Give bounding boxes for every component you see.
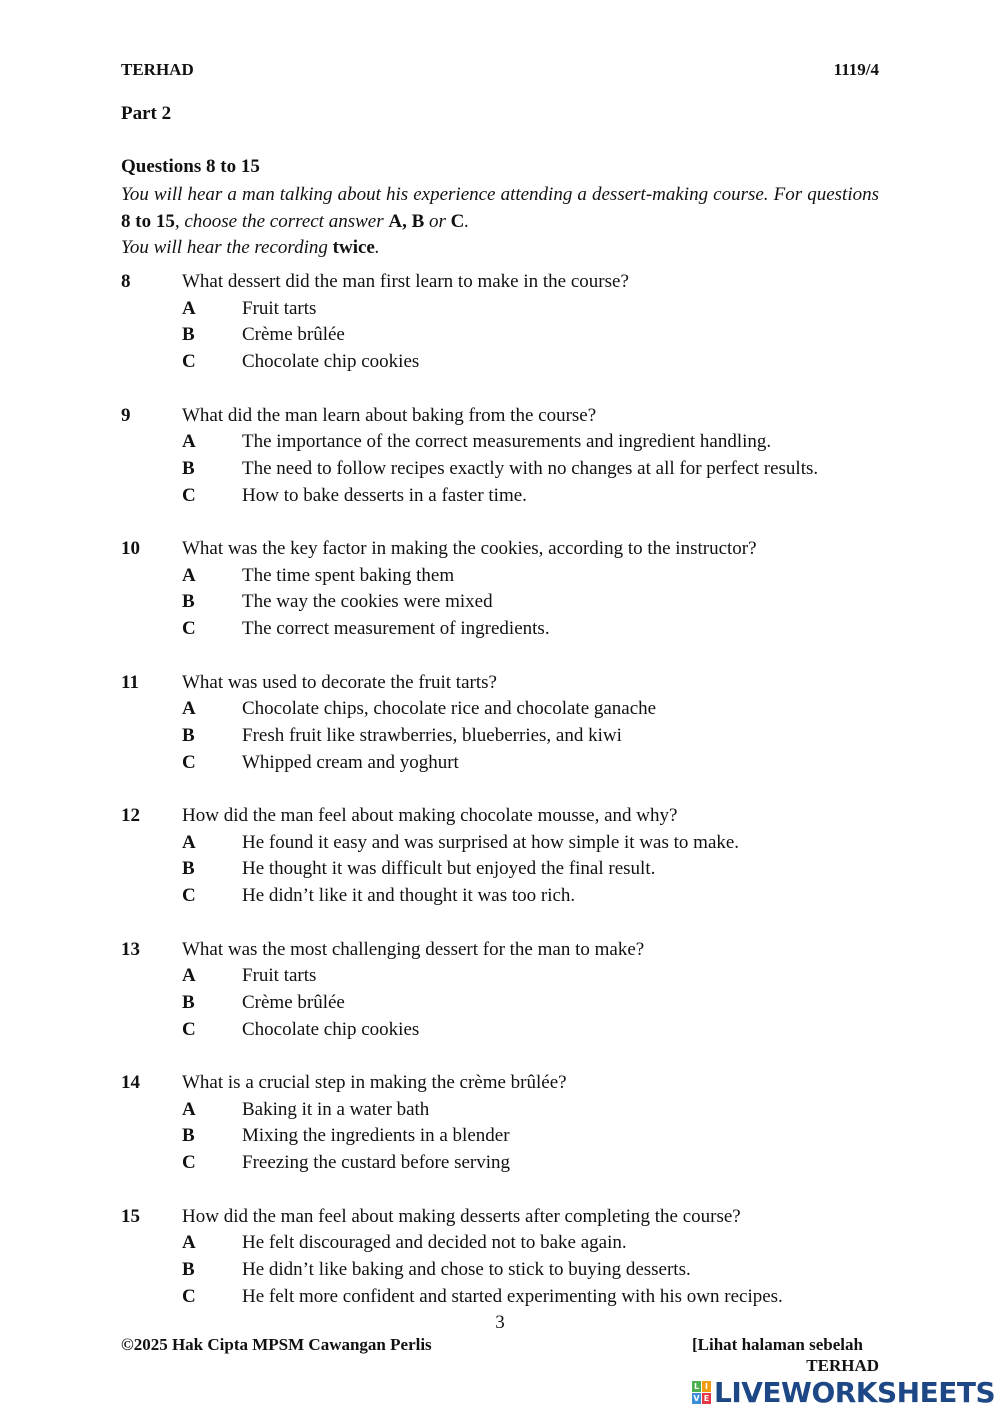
option-b[interactable]	[121, 723, 881, 750]
option-text: The time spent baking them	[242, 564, 455, 586]
option-text: He didn’t like it and thought it was too rich.	[242, 885, 576, 907]
option-text: He thought it was difficult but enjoyed the final result.	[242, 858, 656, 880]
question-text: What was the most challenging dessert for the man to make?	[182, 938, 645, 960]
option-c[interactable]	[121, 883, 881, 910]
question-text: What was used to decorate the fruit tarts?	[182, 671, 497, 693]
option-letter: C	[182, 484, 196, 506]
option-text: Fruit tarts	[242, 297, 317, 319]
question-number: 15	[121, 1205, 140, 1227]
option-letter: C	[182, 1152, 196, 1174]
question-text: How did the man feel about making chocolate mousse, and why?	[182, 805, 678, 826]
option-letter: A	[182, 431, 196, 453]
option-text: Crème brûlée	[242, 324, 345, 346]
logo-letter-tile: V	[693, 1394, 700, 1403]
option-text: He felt more confident and started experimenting with his own recipes.	[242, 1285, 783, 1307]
question-list	[121, 269, 881, 1337]
option-text: Whipped cream and yoghurt	[242, 751, 459, 773]
option-letter: A	[182, 1232, 196, 1254]
option-a[interactable]	[121, 963, 881, 990]
option-text: Fresh fruit like strawberries, blueberries, and kiwi	[242, 724, 622, 746]
logo-text: LIVEWORKSHEETS	[714, 1376, 996, 1409]
question-9	[121, 403, 881, 510]
option-b[interactable]	[121, 856, 881, 883]
logo-letter-tile: I	[702, 1381, 711, 1392]
option-letter: A	[182, 564, 196, 586]
option-a[interactable]	[121, 563, 881, 590]
option-letter: A	[182, 1098, 196, 1120]
option-text: Chocolate chip cookies	[242, 351, 420, 373]
option-text: The correct measurement of ingredients.	[242, 618, 550, 640]
question-number: 10	[121, 538, 140, 559]
question-15	[121, 1204, 881, 1311]
option-c[interactable]	[121, 1017, 881, 1044]
option-a[interactable]	[121, 429, 881, 456]
section-title: Questions 8 to 15	[121, 156, 260, 177]
question-number: 9	[121, 404, 131, 426]
next-page-note: [Lihat halaman sebelah	[692, 1335, 863, 1354]
option-letter: B	[182, 457, 195, 479]
option-letter: B	[182, 991, 195, 1013]
option-c[interactable]	[121, 349, 881, 376]
question-11	[121, 670, 881, 777]
question-text: What did the man learn about baking from the course?	[182, 404, 597, 426]
question-13	[121, 937, 881, 1044]
paper-code: 1119/4	[833, 60, 879, 79]
option-b[interactable]	[121, 1123, 881, 1150]
question-text: What dessert did the man first learn to make in the course?	[182, 271, 629, 292]
option-letter: C	[182, 618, 196, 640]
option-letter: A	[182, 965, 196, 987]
option-b[interactable]	[121, 322, 881, 349]
option-a[interactable]	[121, 1230, 881, 1257]
question-14	[121, 1070, 881, 1177]
option-letter: B	[182, 858, 195, 880]
question-number: 14	[121, 1072, 140, 1093]
option-text: Fruit tarts	[242, 965, 317, 987]
option-text: He didn’t like baking and chose to stick to buying desserts.	[242, 1258, 691, 1280]
liveworksheets-logo	[692, 1376, 995, 1409]
option-c[interactable]	[121, 1284, 881, 1311]
option-a[interactable]	[121, 1097, 881, 1124]
question-number: 12	[121, 805, 140, 826]
question-number: 8	[121, 271, 131, 292]
option-a[interactable]	[121, 696, 881, 723]
option-text: Mixing the ingredients in a blender	[242, 1125, 510, 1147]
option-text: The need to follow recipes exactly with no changes at all for perfect results.	[242, 457, 819, 479]
option-letter: C	[182, 751, 196, 773]
option-b[interactable]	[121, 1257, 881, 1284]
option-letter: A	[182, 831, 196, 853]
option-letter: C	[182, 351, 196, 373]
option-a[interactable]	[121, 296, 881, 323]
page-number: 3	[495, 1312, 505, 1333]
option-letter: C	[182, 885, 196, 907]
option-b[interactable]	[121, 456, 881, 483]
option-text: Crème brûlée	[242, 991, 345, 1013]
question-10	[121, 536, 881, 643]
instructions: You will hear a man talking about his experience attending a dessert-making course. For questions 8 to 15, choose the correct answer A, B or C. You will hear the recording twice.	[121, 184, 879, 259]
option-letter: C	[182, 1285, 196, 1307]
part-title: Part 2	[121, 103, 172, 124]
option-text: The importance of the correct measurements and ingredient handling.	[242, 431, 772, 453]
option-text: Freezing the custard before serving	[242, 1152, 511, 1174]
option-text: Chocolate chips, chocolate rice and chocolate ganache	[242, 698, 657, 720]
option-text: Chocolate chip cookies	[242, 1018, 420, 1040]
logo-letter-tile: E	[703, 1394, 710, 1403]
footer-classification: TERHAD	[806, 1356, 879, 1375]
option-text: The way the cookies were mixed	[242, 591, 493, 613]
logo-icon	[692, 1381, 711, 1404]
option-c[interactable]	[121, 1150, 881, 1177]
option-text: Baking it in a water bath	[242, 1098, 430, 1120]
option-letter: B	[182, 1125, 195, 1147]
option-text: He found it easy and was surprised at how simple it was to make.	[242, 831, 740, 853]
question-number: 11	[121, 671, 139, 693]
question-8	[121, 269, 881, 376]
option-b[interactable]	[121, 990, 881, 1017]
option-letter: B	[182, 591, 195, 613]
option-c[interactable]	[121, 750, 881, 777]
option-b[interactable]	[121, 589, 881, 616]
question-text: How did the man feel about making desserts after completing the course?	[182, 1205, 741, 1227]
logo-letter-tile: L	[693, 1382, 700, 1391]
question-text: What is a crucial step in making the crème brûlée?	[182, 1072, 567, 1093]
option-letter: A	[182, 698, 196, 720]
option-letter: B	[182, 324, 195, 346]
option-a[interactable]	[121, 830, 881, 857]
classification-label: TERHAD	[121, 60, 194, 79]
question-12	[121, 803, 881, 910]
option-c[interactable]	[121, 616, 881, 643]
option-letter: B	[182, 1258, 195, 1280]
option-letter: A	[182, 297, 196, 319]
copyright: ©2025 Hak Cipta MPSM Cawangan Perlis	[121, 1335, 432, 1354]
question-number: 13	[121, 938, 140, 960]
question-text: What was the key factor in making the cookies, according to the instructor?	[182, 538, 757, 559]
option-letter: C	[182, 1018, 196, 1040]
option-text: How to bake desserts in a faster time.	[242, 484, 527, 506]
option-letter: B	[182, 724, 195, 746]
option-text: He felt discouraged and decided not to bake again.	[242, 1232, 627, 1254]
option-c[interactable]	[121, 483, 881, 510]
